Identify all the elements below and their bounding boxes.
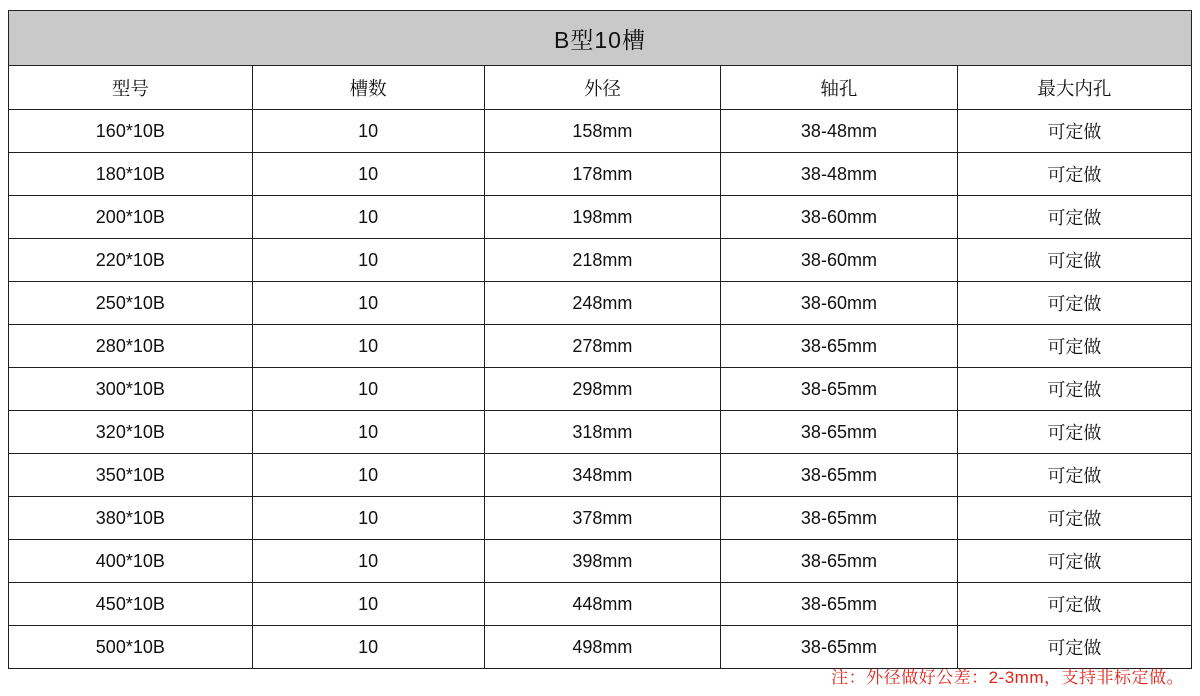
cell-shaft-bore: 38-48mm — [721, 110, 958, 153]
cell-outer-diameter: 278mm — [484, 325, 721, 368]
cell-slots: 10 — [252, 583, 484, 626]
pulley-spec-table — [8, 10, 1192, 669]
cell-slots: 10 — [252, 239, 484, 282]
table-row — [9, 454, 1192, 497]
cell-model: 300*10B — [9, 368, 253, 411]
cell-shaft-bore: 38-48mm — [721, 153, 958, 196]
cell-model: 320*10B — [9, 411, 253, 454]
cell-slots: 10 — [252, 626, 484, 669]
cell-model: 180*10B — [9, 153, 253, 196]
cell-outer-diameter: 398mm — [484, 540, 721, 583]
cell-outer-diameter: 378mm — [484, 497, 721, 540]
cell-outer-diameter: 248mm — [484, 282, 721, 325]
cell-outer-diameter: 318mm — [484, 411, 721, 454]
table-title: B型10槽 — [9, 11, 1192, 66]
cell-outer-diameter: 198mm — [484, 196, 721, 239]
cell-model: 200*10B — [9, 196, 253, 239]
cell-outer-diameter: 158mm — [484, 110, 721, 153]
cell-model: 380*10B — [9, 497, 253, 540]
cell-model: 500*10B — [9, 626, 253, 669]
column-header-slots: 槽数 — [252, 66, 484, 110]
cell-max-inner-bore: 可定做 — [957, 368, 1191, 411]
cell-model: 250*10B — [9, 282, 253, 325]
cell-max-inner-bore: 可定做 — [957, 110, 1191, 153]
cell-model: 400*10B — [9, 540, 253, 583]
cell-slots: 10 — [252, 325, 484, 368]
cell-max-inner-bore: 可定做 — [957, 583, 1191, 626]
cell-outer-diameter: 298mm — [484, 368, 721, 411]
cell-max-inner-bore: 可定做 — [957, 325, 1191, 368]
cell-max-inner-bore: 可定做 — [957, 153, 1191, 196]
cell-shaft-bore: 38-65mm — [721, 626, 958, 669]
cell-shaft-bore: 38-65mm — [721, 368, 958, 411]
table-row — [9, 368, 1192, 411]
cell-slots: 10 — [252, 196, 484, 239]
cell-max-inner-bore: 可定做 — [957, 196, 1191, 239]
table-row — [9, 282, 1192, 325]
cell-shaft-bore: 38-65mm — [721, 411, 958, 454]
cell-model: 220*10B — [9, 239, 253, 282]
table-row — [9, 196, 1192, 239]
cell-outer-diameter: 348mm — [484, 454, 721, 497]
cell-model: 350*10B — [9, 454, 253, 497]
table-row — [9, 497, 1192, 540]
cell-shaft-bore: 38-65mm — [721, 454, 958, 497]
cell-shaft-bore: 38-60mm — [721, 196, 958, 239]
cell-shaft-bore: 38-65mm — [721, 497, 958, 540]
cell-shaft-bore: 38-65mm — [721, 583, 958, 626]
cell-max-inner-bore: 可定做 — [957, 626, 1191, 669]
table-body — [9, 110, 1192, 669]
cell-slots: 10 — [252, 368, 484, 411]
tolerance-note: 注：外径做好公差：2-3mm，支持非标定做。 — [831, 668, 1184, 687]
cell-outer-diameter: 448mm — [484, 583, 721, 626]
cell-max-inner-bore: 可定做 — [957, 239, 1191, 282]
table-row — [9, 239, 1192, 282]
cell-slots: 10 — [252, 110, 484, 153]
cell-outer-diameter: 218mm — [484, 239, 721, 282]
table-row — [9, 540, 1192, 583]
cell-shaft-bore: 38-60mm — [721, 239, 958, 282]
cell-outer-diameter: 178mm — [484, 153, 721, 196]
cell-shaft-bore: 38-65mm — [721, 325, 958, 368]
column-header-outer-diameter: 外径 — [484, 66, 721, 110]
cell-max-inner-bore: 可定做 — [957, 497, 1191, 540]
cell-max-inner-bore: 可定做 — [957, 540, 1191, 583]
column-header-model: 型号 — [9, 66, 253, 110]
cell-max-inner-bore: 可定做 — [957, 282, 1191, 325]
cell-outer-diameter: 498mm — [484, 626, 721, 669]
table-row — [9, 411, 1192, 454]
spec-sheet-page — [0, 10, 1200, 696]
table-row — [9, 110, 1192, 153]
cell-shaft-bore: 38-65mm — [721, 540, 958, 583]
table-header-row — [9, 66, 1192, 110]
cell-model: 450*10B — [9, 583, 253, 626]
table-row — [9, 583, 1192, 626]
cell-slots: 10 — [252, 153, 484, 196]
cell-slots: 10 — [252, 540, 484, 583]
column-header-shaft-bore: 轴孔 — [721, 66, 958, 110]
cell-slots: 10 — [252, 282, 484, 325]
table-row — [9, 325, 1192, 368]
cell-max-inner-bore: 可定做 — [957, 411, 1191, 454]
cell-slots: 10 — [252, 454, 484, 497]
cell-model: 160*10B — [9, 110, 253, 153]
cell-model: 280*10B — [9, 325, 253, 368]
table-title-row — [9, 11, 1192, 66]
column-header-max-inner-bore: 最大内孔 — [957, 66, 1191, 110]
cell-slots: 10 — [252, 411, 484, 454]
table-row — [9, 153, 1192, 196]
cell-max-inner-bore: 可定做 — [957, 454, 1191, 497]
cell-slots: 10 — [252, 497, 484, 540]
cell-shaft-bore: 38-60mm — [721, 282, 958, 325]
